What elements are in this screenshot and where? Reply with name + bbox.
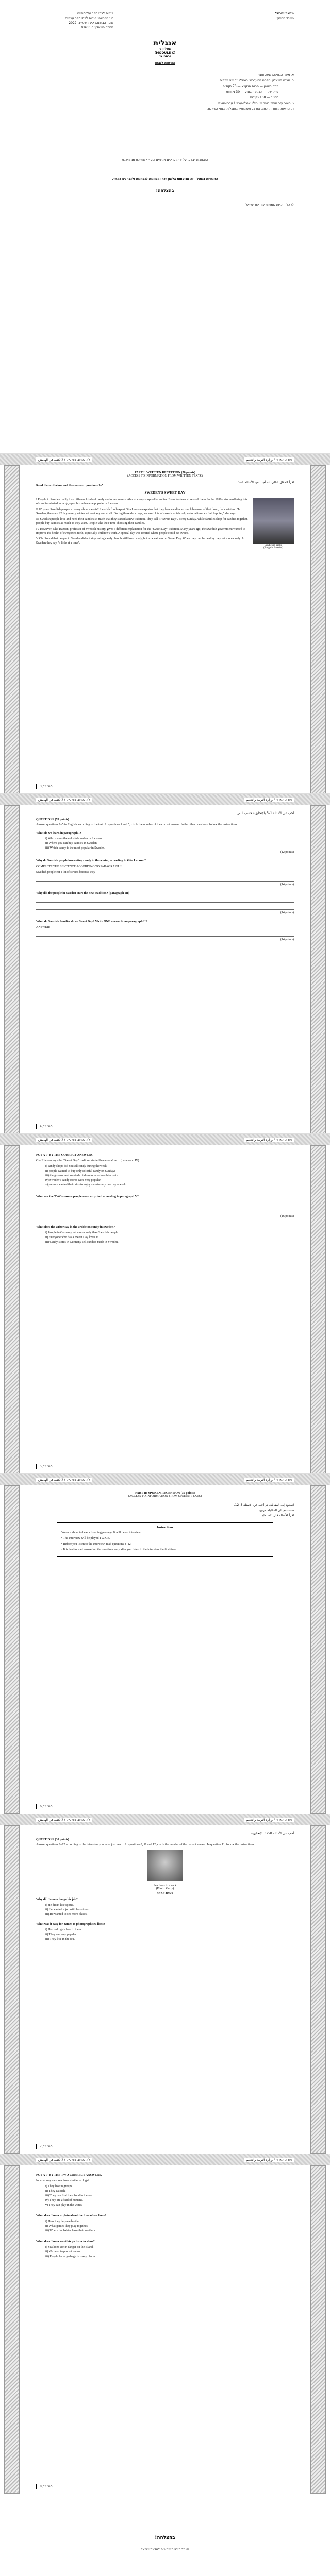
margin-pattern-right (310, 805, 326, 1133)
margin-pattern-right (310, 1145, 326, 1473)
question-11: What does James explain about the lives of sea lions? (36, 2214, 106, 2217)
part-sub: (ACCESS TO INFORMATION FROM SPOKEN TEXTS) (128, 1495, 202, 1498)
answer-option[interactable]: iii) They live in the sea. (45, 1938, 75, 1941)
photo-caption-sub: (Photo: Getty) (156, 1887, 174, 1890)
page-number: 5 / סה״כ (36, 1464, 56, 1469)
checkbox-option[interactable]: iii) They can find their food in the sea. (45, 2194, 93, 2197)
answer-option[interactable]: i) Sea lions are in danger on the island. (45, 2246, 94, 2249)
points: (16 points) (280, 1215, 294, 1218)
part-header: PART II: SPOKEN RECEPTION (30 points) (135, 1492, 195, 1495)
margin-pattern-left (4, 2165, 20, 2494)
margin-pattern-left (4, 1485, 20, 1814)
page-number: 4 / סה״כ (36, 1124, 56, 1129)
exam-page-questions1 (0, 793, 330, 1133)
answer-line[interactable] (36, 931, 294, 937)
sea-lion-photo (147, 1850, 183, 1881)
cover-subtitle: גרסה א׳ (159, 55, 171, 58)
good-luck: בהצלחה! (156, 188, 174, 193)
questions-instruction: Answer questions 8–12 according to the interview you have just heard. In questions 8, 11 and 12, circle the number of the correct answer. In question 11, follow the instructions. (36, 1843, 255, 1846)
answer-option[interactable]: iii) Which candy is the most popular in Sweden. (45, 846, 105, 850)
exam-page-questions2 (0, 1133, 330, 1473)
ministry-line: משרד החינוך (276, 16, 294, 20)
cover-right-block (217, 11, 294, 30)
paragraph: I People in Sweden really love different kinds of candy and other sweets. Almost every shop sells candies. Even fourteen stores sell them. In the 1990s, stores offering lots of candies started in large, open boxes became popular in Sweden. (36, 498, 248, 505)
arabic-instructions: استمع إلى المقابلة، ثم أجب عن الأسئلة 8–12. ستستمع إلى المقابلة مرتين. اقرأ الأسئلة قبل الاستماع. (234, 1503, 294, 1517)
cover-subtitle: (MODULE C) (154, 51, 176, 55)
answer-option[interactable]: ii) Everyone who has a Sweet Day loves it. (45, 1236, 99, 1239)
answer-label: ANSWER: (36, 926, 50, 929)
checkbox-option[interactable]: iv) Sweden's candy stores were very popular (45, 1179, 101, 1182)
checkbox-option[interactable]: iii) the government wanted children to have healthier teeth (45, 1174, 118, 1177)
photo-caption-sub: (Fudge in Sweden) (263, 547, 284, 549)
article-title: SWEDEN'S SWEET DAY (144, 490, 186, 495)
question-4: What do Swedish families do on Sweet Day? Write ONE answer from paragraph III. (36, 920, 148, 923)
answer-line[interactable] (36, 1200, 294, 1206)
exam-page-part2 (0, 1473, 330, 1814)
instruction-line: פרק שני — הבנת הנשמע — 30 נקודות (226, 90, 278, 94)
meta-line: מועד הבחינה: קיץ תשפ״ב, 2022 (69, 21, 113, 25)
paragraph: V Olaf found that people in Sweden did not stop eating candy. People still love candy, but now eat less on Sweet Day. When they can be healthy they eat more candy. In Sweden they say "a little at a time". (36, 537, 245, 545)
answer-option[interactable]: iii) He wanted to see more places. (45, 1913, 88, 1916)
meta-line: מספר השאלון: 016117 (81, 26, 113, 29)
answer-option[interactable]: iii) Candy stores in Germany sell candies made in Sweden. (45, 1241, 119, 1244)
candy-photo (253, 498, 294, 544)
photo-caption: Candies in sacks. (264, 544, 283, 547)
cover-page (0, 0, 330, 453)
cover-title-block (36, 39, 294, 65)
answer-option[interactable]: i) He didn't like sports. (45, 1904, 74, 1907)
answer-option[interactable]: i) Who makes the colorful candies in Sweden. (45, 837, 103, 840)
arabic-note: أجب عن الأسئلة 8–12 بالإنجليزية. (250, 1832, 294, 1835)
checkbox-option[interactable]: ii) people wanted to buy only colorful candy on Sundays (45, 1170, 116, 1173)
cover-header (36, 11, 294, 30)
arabic-note: أجب عن الأسئلة 1–5 بالإنجليزية حسب النص. (236, 811, 294, 815)
answer-line[interactable] (36, 1208, 294, 1213)
checkbox-option[interactable]: iv) They are afraid of humans. (45, 2199, 83, 2202)
page-number: 7 / סה״כ (36, 2144, 56, 2149)
answer-option[interactable]: iii) People leave garbage in many places. (45, 2255, 96, 2258)
page-number: 8 / סה״כ (36, 2484, 56, 2489)
answer-option[interactable]: ii) We need to protect nature. (45, 2250, 81, 2253)
paragraph: IV However, Olaf Hansen, professor of Swedish history, gives a different explanation for the "Sweet Day" tradition. Many years ago, the Swedish government wanted to improve the health of everyone's teeth, especially children's teeth. A special day was created where people could eat sweets. (36, 528, 245, 535)
answer-option[interactable]: i) People in Germany eat more candy than Swedish people. (45, 1231, 119, 1234)
exam-page-part2-questions (0, 1814, 330, 2154)
answer-option[interactable]: ii) What games they play together. (45, 2225, 88, 2228)
band-right-text: מורה המדור / وزارة التربية والتعليم (244, 457, 294, 462)
checkbox-option[interactable]: i) They live in groups. (45, 2185, 73, 2188)
question-1: What do we learn in paragraph I? (36, 832, 81, 835)
answer-option[interactable]: i) He could get close to them. (45, 1928, 82, 1931)
exam-page-part2-questions2 (0, 2154, 330, 2494)
answer-line[interactable] (36, 897, 294, 903)
question-2: Why do Swedish people love eating candy in the winter, according to Gita Larsson? (36, 859, 146, 862)
checkbox-option[interactable]: i) candy shops did not sell candy during the week (45, 1165, 107, 1168)
good-luck-end: בהצלחה! (155, 2535, 175, 2540)
margin-pattern-left (4, 465, 20, 793)
cover-subtitle: שאלון ג׳ (158, 47, 172, 51)
answer-option[interactable]: ii) They are very popular. (45, 1933, 77, 1936)
instructions-box: Instructions You are about to hear a listening passage. It will be an interview. • The interview will be played TWICE. • Before you listen to the interview, read questions 8–12. • It is best to start answering the questions only after you listen to the interview the first time. (57, 1522, 273, 1557)
instructions-box-title: Instructions (157, 1526, 173, 1529)
part-sub: (ACCESS TO INFORMATION FROM WRITTEN TEXTS) (127, 474, 203, 478)
checkbox-option[interactable]: v) They can play in the water. (45, 2204, 82, 2207)
answer-option[interactable]: iii) Where the babies have their mothers. (45, 2229, 96, 2232)
answer-line[interactable] (36, 904, 294, 910)
instructions-title: הוראות לנבחן (155, 61, 175, 65)
top-band: לא לכתוב בשוליים / لا تكتب في الهامش מורה המדור / وزارة التربية والتعليم (0, 1134, 330, 1145)
margin-pattern-left (4, 805, 20, 1133)
cover-warning: התשובות ייבדקו על־ידי מעריכים אנושיים ועל־ידי מערכת ממוחשבת (122, 158, 208, 162)
question-instruction: COMPLETE THE SENTENCE ACCORDING TO PARAGRAPH II. (36, 865, 123, 868)
page-number: 3 / סה״כ (36, 784, 56, 789)
copyright: © כל הזכויות שמורות למדינת ישראל (245, 203, 294, 207)
questions-instruction: Answer questions 1–5 in English according to the text. In questions 1 and 5, circle the number of the correct answer. In the other questions, follow the instructions. (36, 823, 238, 826)
part-header: PART I: WRITTEN RECEPTION (70 points) (135, 471, 195, 474)
questions-title: QUESTIONS (30 points) (36, 1838, 69, 1841)
reading-instruction: Read the text below and then answer questions 1–5. (36, 484, 104, 487)
sentence-completion: Swedish people eat a lot of sweets because they ________ (36, 871, 109, 874)
instruction-line: פרק ראשון — הבנת הנקרא — 70 נקודות (222, 84, 278, 88)
top-band: לא לכתוב בשוליים / لا تكتب في الهامش מורה המדור / وزارة التربية والتعليم (0, 1814, 330, 1825)
arabic-intro: اقرأ المقال التالي، ثم أجب عن الأسئلة 1–5. (237, 481, 294, 484)
meta-line: סוג הבחינה: בגרות לבתי ספר ערביים (65, 16, 113, 20)
page-number: 6 / סה״כ (36, 1804, 56, 1809)
section-heading: SEA LIONS (157, 1892, 173, 1895)
answer-line[interactable] (36, 876, 294, 882)
points: (14 points) (280, 883, 294, 886)
question-10-title: PUT A ✓ BY THE TWO CORRECT ANSWERS. (36, 2174, 102, 2177)
top-band: לא לכתוב בשוליים / لا تكتب في الهامش מורה המדור / وزارة التربية والتعليم (0, 794, 330, 805)
top-band: לא לכתוב בשוליים / لا تكتب في الهامش מורה המדור / وزارة التربية والتعليم (0, 1474, 330, 1485)
question-12: What does James want his pictures to show? (36, 2240, 95, 2243)
checkbox-option[interactable]: v) parents wanted their kids to enjoy sweets only one day a week (45, 1183, 126, 1187)
instruction-line: ג. חומר עזר מותר בשימוש: מילון אנגלי–ערבי / ערבי–אנגלי. (217, 101, 294, 105)
answer-option[interactable]: ii) He wanted a job with less stress. (45, 1908, 89, 1911)
question-6: What are the TWO reasons people were surprised according to paragraph V? (36, 1195, 139, 1198)
instruction-line: ב. מבנה השאלון ומפתח ההערכה: בשאלון זה שני פרקים. (219, 79, 294, 82)
margin-pattern-left (4, 1825, 20, 2154)
paragraph: II Why are Swedish people so crazy about sweets? Swedish food expert Gita Larsson explains that they love candies so much because of their long, dark winters. "In Sweden, there are 22 days every winter without any sun at all. During these dark days, we need lots of sweets which help us to believe we feel happier," she says. (36, 508, 241, 515)
margin-pattern-right (310, 1825, 326, 2154)
band-left-text: לא לכתוב בשוליים / لا تكتب في الهامش (36, 457, 92, 462)
cover-title: אנגלית (153, 39, 177, 47)
ministry-line: מדינת ישראל (275, 12, 294, 15)
checkbox-option[interactable]: ii) They eat fish. (45, 2190, 66, 2193)
question-3: Why did the people in Sweden start the new tradition? (paragraph III) (36, 892, 129, 895)
question-8: Why did James change his job? (36, 1898, 78, 1901)
questions-title: QUESTIONS (70 points) (36, 818, 69, 821)
cover-footer-note: ההנחיות בשאלון זה מנוסחות בלשון זכר ומכוונות לנבחנות ולנבחנים כאחד. (112, 177, 218, 181)
points: (14 points) (280, 938, 294, 941)
margin-pattern-right (310, 2165, 326, 2494)
instruction-line: ד. הוראות מיוחדות: כתוב את כל תשובותיך באנגלית, בגוף השאלון. (207, 107, 294, 111)
points: (12 points) (280, 851, 294, 854)
question-5: Olaf Hansen says the "Sweet Day" tradition started because a/the ... (paragraph IV) (36, 1159, 139, 1162)
points: (14 points) (280, 911, 294, 914)
paragraph: III Swedish people love and need their candies so much that they started a new tradition. They call it "Sweet Day". Every Sunday, while families shop for candies together, people buy candies as much as they want. People take their time choosing their candies. (36, 518, 248, 525)
question-5-title: PUT A ✓ BY THE CORRECT ANSWERS. (36, 1154, 94, 1157)
copyright-end: © כל הזכויות שמורות למדינת ישראל (141, 2548, 189, 2551)
exam-page-part1 (0, 453, 330, 793)
article-photo (253, 498, 294, 549)
margin-pattern-right (310, 465, 326, 793)
question-10: In what ways are sea lions similar to dogs? (36, 2179, 89, 2182)
meta-line: בגרות לבתי ספר על־יסודיים (77, 12, 113, 15)
margin-pattern-right (310, 1485, 326, 1814)
top-band: לא לכתוב בשוליים / لا تكتب في الهامش מורה המדור / وزارة التربية والتعليم (0, 2154, 330, 2165)
margin-pattern-left (4, 1145, 20, 1473)
photo-caption: Sea lions in a rock (153, 1884, 177, 1887)
cover-left-block (36, 11, 113, 30)
answer-option[interactable]: ii) Where you can buy candies in Sweden. (45, 842, 98, 845)
instruction-line: א. משך הבחינה: שעה וחצי. (257, 73, 294, 77)
instruction-line: סה״כ — 100 נקודות (250, 96, 278, 99)
question-9: What was it easy for James to photograph sea lions? (36, 1923, 105, 1926)
end-page (0, 2494, 330, 2576)
question-7: What does the writer say in the article on candy in Sweden? (36, 1226, 116, 1229)
answer-option[interactable]: i) How they help each other. (45, 2220, 80, 2223)
cover-instructions (36, 72, 294, 112)
